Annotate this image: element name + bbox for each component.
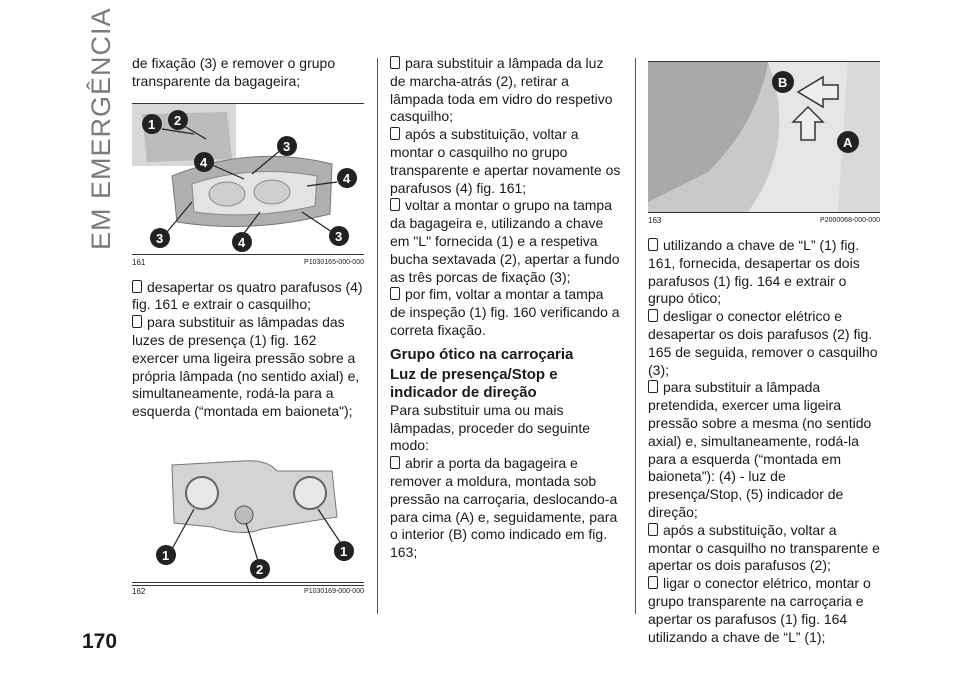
svg-text:2: 2 (174, 112, 182, 128)
figure-caption (132, 257, 364, 269)
bullet-item: desapertar os quatro parafusos (4) fig. 161 e extrair o casquilho; (132, 278, 363, 313)
bullet-item: para substituir as lâmpadas das luzes de presença (1) fig. 162 exercer uma ligeira pressão sobre a própria lâmpada (no sentido axial) e, simultaneamente, rodá-la para a esquerda (“montada em baioneta"); (132, 314, 364, 421)
column-1 (132, 55, 364, 598)
bullet-item: utilizando a chave de “L” (1) fig. 161, fornecida, desapertar os dois parafusos (1) fig. 164 e extrair o grupo ótico; (648, 237, 880, 308)
svg-text:4: 4 (200, 154, 208, 170)
tail-lamp-illustration (132, 104, 364, 254)
svg-text:4: 4 (238, 234, 246, 250)
figure-caption (132, 585, 364, 598)
svg-text:1: 1 (162, 547, 170, 563)
svg-text:A: A (843, 135, 853, 150)
figure-162 (132, 457, 364, 583)
bullet-item: desligar o conector elétrico e desapertar os dois parafusos (2) fig. 165 de seguida, remover o casquilho (3); (648, 308, 880, 379)
subsection-heading: Luz de presença/Stop e indicador de direção (390, 365, 558, 401)
figure-code: P1030169-000-000 (304, 587, 364, 595)
column-2 (390, 55, 622, 562)
svg-text:3: 3 (335, 228, 343, 244)
svg-text:1: 1 (148, 116, 156, 132)
figure-code: P2000068-000-000 (820, 217, 880, 224)
svg-text:3: 3 (283, 138, 291, 154)
figure-161 (132, 103, 364, 255)
svg-text:1: 1 (340, 543, 348, 559)
svg-text:3: 3 (156, 230, 164, 246)
figure-code: P1030165-000-000 (304, 258, 364, 266)
bullet-item: voltar a montar o grupo na tampa da bagageira e, utilizando a chave em "L" fornecida (1) e a respetiva bucha sextavada (2), apertar a fundo as três porcas de fixação (3); (390, 197, 622, 286)
bullet-item: por fim, voltar a montar a tampa de inspeção (1) fig. 160 verificando a correta fixação. (390, 286, 622, 339)
svg-text:B: B (778, 75, 788, 90)
bullet-item: após a substituição, voltar a montar o casquilho no grupo transparente e apertar novamente os parafusos (4) fig. 161; (390, 126, 621, 196)
figure-number: 161 (132, 257, 146, 267)
figure-163 (648, 61, 880, 213)
bullet-item: para substituir a lâmpada pretendida, exercer uma ligeira pressão sobre a mesma (no sentido axial) e, simultaneamente, rodá-la para a esquerda (“montada em baioneta”): (4) - luz de presença/Stop, (5) indicador de direção; (648, 379, 880, 521)
bullet-item: para substituir a lâmpada da luz de marcha-atrás (2), retirar a lâmpada toda em vidro do respetivo casquilho; (390, 55, 622, 126)
callout-markers (156, 541, 354, 579)
section-heading: Grupo ótico na carroçaria (390, 345, 574, 363)
trim-removal-illustration (648, 62, 880, 212)
column-3 (648, 55, 880, 646)
page-number: 170 (82, 630, 118, 653)
paragraph: de fixação (3) e remover o grupo transparente da bagageira; (132, 55, 336, 89)
lamp-holder-illustration (132, 457, 364, 582)
bullet-item: após a substituição, voltar a montar o casquilho no transparente e apertar os dois parafusos (2); (648, 521, 880, 574)
svg-text:4: 4 (343, 170, 351, 186)
svg-text:2: 2 (256, 561, 264, 577)
figure-caption (648, 215, 880, 227)
figure-number: 162 (132, 586, 146, 596)
bullet-item: ligar o conector elétrico, montar o grupo transparente na carroçaria e apertar os parafusos (1) fig. 164 utilizando a chave de “L” (1); (648, 575, 880, 646)
figure-number: 163 (648, 216, 662, 225)
paragraph: Para substituir uma ou mais lâmpadas, proceder do seguinte modo: (390, 401, 591, 454)
column-divider (377, 58, 378, 614)
column-divider (635, 58, 636, 614)
bullet-item: abrir a porta da bagageira e remover a moldura, montada sob pressão na carroçaria, deslocando-a para cima (A) e, seguidamente, para o interior (B) como indicado em fig. 163; (390, 455, 622, 562)
section-title: EM EMERGÊNCIA (86, 7, 116, 250)
